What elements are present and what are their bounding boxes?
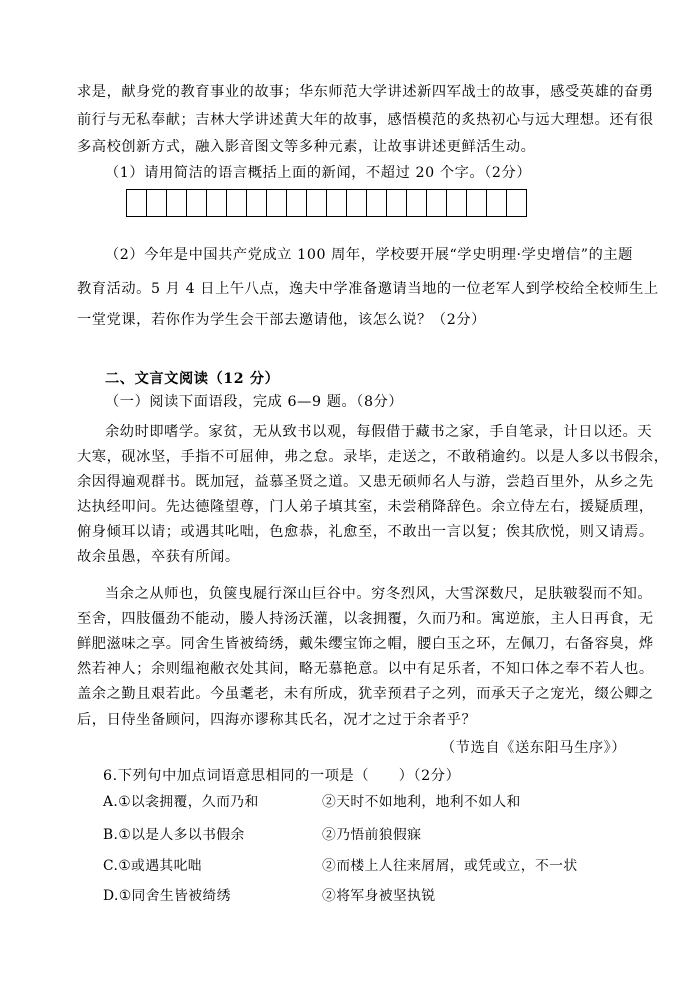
passage-p2-line-3: 鲜肥滋味之享。同舍生皆被绮绣，戴朱缨宝饰之帽，腰白玉之环，左佩刀，右备容臭，烨 (77, 636, 654, 652)
answer-grid-cell[interactable] (286, 189, 307, 217)
part-1-intro: （一）阅读下面语段，完成 6—9 题。（8分） (105, 394, 404, 410)
passage-p2-line-1: 当余之从师也，负箧曳屣行深山巨谷中。穷冬烈风，大雪深数尺，足肤皲裂而不知。 (105, 586, 653, 602)
option-d-2: ②将军身被坚执锐 (322, 888, 436, 904)
answer-grid-cell[interactable] (346, 189, 367, 217)
option-c-2: ②而楼上人往来屑屑，或凭或立，不一状 (322, 858, 578, 874)
question-1: （1）请用简洁的语言概括上面的新闻，不超过 20 个字。（2分） (105, 165, 532, 181)
news-line-1: 求是，献身党的教育事业的故事；华东师范大学讲述新四军战士的故事，感受英雄的奋勇 (77, 84, 654, 100)
answer-grid-cell[interactable] (386, 189, 407, 217)
answer-grid-cell[interactable] (146, 189, 167, 217)
answer-grid-cell[interactable] (406, 189, 427, 217)
passage-p1-line-1: 余幼时即嗜学。家贫，无从致书以观，每假借于藏书之家，手自笔录，计日以还。天 (105, 424, 653, 440)
answer-grid-cell[interactable] (226, 189, 247, 217)
answer-grid-cell[interactable] (486, 189, 507, 217)
passage-p1-line-3: 余因得遍观群书。既加冠，益慕圣贤之道。又患无硕师名人与游，尝趋百里外，从乡之先 (77, 474, 654, 490)
passage-p1-line-2: 大寒，砚冰坚，手指不可屈伸，弗之怠。录毕，走送之，不敢稍逾约。以是人多以书假余， (77, 449, 669, 465)
question-2-line-3: 一堂党课，若你作为学生会干部去邀请他，该怎么说？（2分） (77, 312, 486, 328)
option-c-1: C.①或遇其叱咄 (103, 858, 203, 874)
source-citation: （节选自《送东阳马生序》） (441, 740, 627, 756)
answer-grid[interactable] (127, 189, 527, 217)
passage-p2-line-5: 盖余之勤且艰若此。今虽耄老，未有所成，犹幸预君子之列，而承天子之宠光，缀公卿之 (77, 686, 654, 702)
option-b-2: ②乃悟前狼假寐 (322, 827, 422, 843)
passage-p1-line-5: 俯身倾耳以请；或遇其叱咄，色愈恭，礼愈至，不敢出一言以复；俟其欣悦，则又请焉。 (77, 524, 654, 540)
answer-grid-cell[interactable] (166, 189, 187, 217)
answer-grid-cell[interactable] (206, 189, 227, 217)
option-a-2: ②天时不如地利，地利不如人和 (322, 794, 521, 810)
answer-grid-cell[interactable] (426, 189, 447, 217)
answer-grid-cell[interactable] (446, 189, 467, 217)
answer-grid-cell[interactable] (466, 189, 487, 217)
option-d-1: D.①同舍生皆被绮绣 (103, 888, 231, 904)
passage-p1-line-4: 达执经叩问。先达德隆望尊，门人弟子填其室，未尝稍降辞色。余立侍左右，援疑质理， (77, 499, 654, 515)
passage-p2-line-2: 至舍，四肢僵劲不能动，媵人持汤沃灌，以衾拥覆，久而乃和。寓逆旅，主人日再食，无 (77, 611, 654, 627)
question-6-stem: 6.下列句中加点词语意思相同的一项是（ ）（2分） (103, 768, 461, 784)
question-2-line-1: （2）今年是中国共产党成立 100 周年，学校要开展“学史明理·学史增信”的主题 (105, 247, 633, 263)
answer-grid-cell[interactable] (266, 189, 287, 217)
section-2-title: 二、文言文阅读（12 分） (105, 371, 280, 387)
option-a-1: A.①以衾拥覆，久而乃和 (103, 794, 259, 810)
answer-grid-cell[interactable] (506, 189, 527, 217)
question-2-line-2: 教育活动。5 月 4 日上午八点，逸夫中学准备邀请当地的一位老军人到学校给全校师生上 (77, 281, 659, 297)
answer-grid-cell[interactable] (306, 189, 327, 217)
passage-p2-line-6: 后，日侍坐备顾问，四海亦谬称其氏名，况才之过于余者乎？ (77, 712, 477, 728)
passage-p2-line-4: 然若神人；余则缊袍敝衣处其间，略无慕艳意。以中有足乐者，不知口体之奉不若人也。 (77, 661, 654, 677)
answer-grid-cell[interactable] (126, 189, 147, 217)
passage-p1-line-6: 故余虽愚，卒获有所闻。 (77, 549, 240, 565)
news-line-2: 前行与无私奉献；吉林大学讲述黄大年的故事，感悟模范的炙热初心与远大理想。还有很 (77, 112, 654, 128)
answer-grid-cell[interactable] (186, 189, 207, 217)
answer-grid-cell[interactable] (326, 189, 347, 217)
answer-grid-cell[interactable] (246, 189, 267, 217)
answer-grid-cell[interactable] (366, 189, 387, 217)
news-line-3: 多高校创新方式，融入影音图文等多种元素，让故事讲述更鲜活生动。 (77, 139, 536, 155)
option-b-1: B.①以是人多以书假余 (103, 827, 245, 843)
